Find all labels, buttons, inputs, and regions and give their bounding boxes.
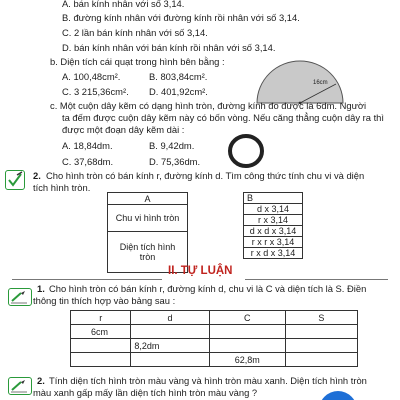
col-a-item[interactable]: Diện tích hình tròn xyxy=(108,232,188,273)
tl1-cell[interactable] xyxy=(131,325,209,339)
tl1-number: 1. xyxy=(37,283,45,294)
tl1-header-d: d xyxy=(131,311,209,325)
tl1-cell[interactable]: 8,2dm xyxy=(131,339,209,353)
col-a-item[interactable]: Chu vi hình tròn xyxy=(108,205,188,232)
tl1-cell[interactable] xyxy=(209,339,285,353)
q1b-option-b[interactable]: B. 803,84cm². xyxy=(149,71,208,82)
tl1-cell[interactable] xyxy=(285,353,357,367)
writing-hand-icon xyxy=(8,288,32,306)
q1b-option-d[interactable]: D. 401,92cm². xyxy=(149,86,208,97)
q1-option-a[interactable]: A. bán kính nhân với số 3,14. xyxy=(62,0,185,9)
tl1-cell[interactable] xyxy=(285,339,357,353)
blue-circle-icon xyxy=(318,390,358,400)
section-divider-right xyxy=(245,279,388,280)
tl1-line-2: thông tin thích hợp vào bảng sau : xyxy=(33,295,176,306)
section-title: II. TỰ LUẬN xyxy=(168,265,233,277)
q1c-option-a[interactable]: A. 18,84dm. xyxy=(62,140,113,151)
tl1-cell[interactable]: 6cm xyxy=(71,325,131,339)
tl1-cell[interactable] xyxy=(131,353,209,367)
q1c-line-3: được một đoạn dây kẽm dài : xyxy=(62,124,185,135)
q1b-prompt: b. Diện tích cái quạt trong hình bên bằng : xyxy=(50,56,225,67)
q2-line-2: tích hình tròn. xyxy=(33,182,91,193)
col-b-item[interactable]: d x d x 3,14 xyxy=(244,226,303,237)
col-b-header: B xyxy=(244,193,303,204)
match-table-a xyxy=(107,192,188,273)
tl1-cell[interactable] xyxy=(209,325,285,339)
tl2-line-1: Tính diện tích hình tròn màu vàng và hình tròn màu xanh. Diện tích hình tròn xyxy=(49,375,367,386)
tl1-header-r: r xyxy=(71,311,131,325)
q1c-line-1: c. Một cuộn dây kẽm có dạng hình tròn, đường kính đo được là 6dm. Người xyxy=(50,100,367,111)
q1-option-c[interactable]: C. 2 lần bán kính nhân với số 3,14. xyxy=(62,27,208,38)
pencil-check-icon xyxy=(5,170,25,190)
tl1-cell[interactable]: 62,8m xyxy=(209,353,285,367)
match-table-b xyxy=(243,192,303,259)
q2-number: 2. xyxy=(33,170,41,181)
tl1-cell[interactable] xyxy=(71,339,131,353)
col-a-header: A xyxy=(108,193,188,205)
q1b-option-a[interactable]: A. 100,48cm². xyxy=(62,71,121,82)
q1-option-d[interactable]: D. bán kính nhân với bán kính rồi nhân với số 3,14. xyxy=(62,42,276,53)
q1c-option-b[interactable]: B. 9,42dm. xyxy=(149,140,195,151)
col-b-item[interactable]: r x d x 3,14 xyxy=(244,248,303,259)
tl1-header-c: C xyxy=(209,311,285,325)
fan-semicircle-icon xyxy=(256,60,344,104)
tl1-cell[interactable] xyxy=(71,353,131,367)
fan-figure xyxy=(256,60,344,104)
col-b-item[interactable]: r x r x 3,14 xyxy=(244,237,303,248)
writing-hand-icon xyxy=(8,377,32,395)
q1b-option-c[interactable]: C. 3 215,36cm². xyxy=(62,86,129,97)
wire-coil-figure xyxy=(226,134,266,173)
q1c-option-d[interactable]: D. 75,36dm. xyxy=(149,156,201,167)
section-divider-left xyxy=(12,279,162,280)
tl1-line-1: Cho hình tròn có bán kính r, đường kính d, chu vi là C và diện tích là S. Điền xyxy=(49,283,367,294)
tl1-cell[interactable] xyxy=(285,325,357,339)
tl1-table xyxy=(70,310,358,367)
q1-option-b[interactable]: B. đường kính nhân với đường kính rồi nhân với số 3,14. xyxy=(62,12,300,23)
fan-radius-label: 16cm xyxy=(313,80,328,86)
tl1-header-s: S xyxy=(285,311,357,325)
q2-line-1: Cho hình tròn có bán kính r, đường kính d. Tìm công thức tính chu vi và diện xyxy=(46,170,365,181)
tl2-number: 2. xyxy=(37,375,45,386)
tl2-line-2: màu xanh gấp mấy lần diện tích hình tròn màu vàng ? xyxy=(33,387,258,398)
q1c-option-c[interactable]: C. 37,68dm. xyxy=(62,156,114,167)
col-b-item[interactable]: d x 3,14 xyxy=(244,204,303,215)
col-b-item[interactable]: r x 3,14 xyxy=(244,215,303,226)
q1c-line-2: ta đếm được cuộn dây kẽm này có bốn vòng. Nếu căng thẳng cuộn dây ra thì xyxy=(62,112,384,123)
blue-circle-figure xyxy=(318,390,358,400)
wire-ring-icon xyxy=(226,134,266,168)
